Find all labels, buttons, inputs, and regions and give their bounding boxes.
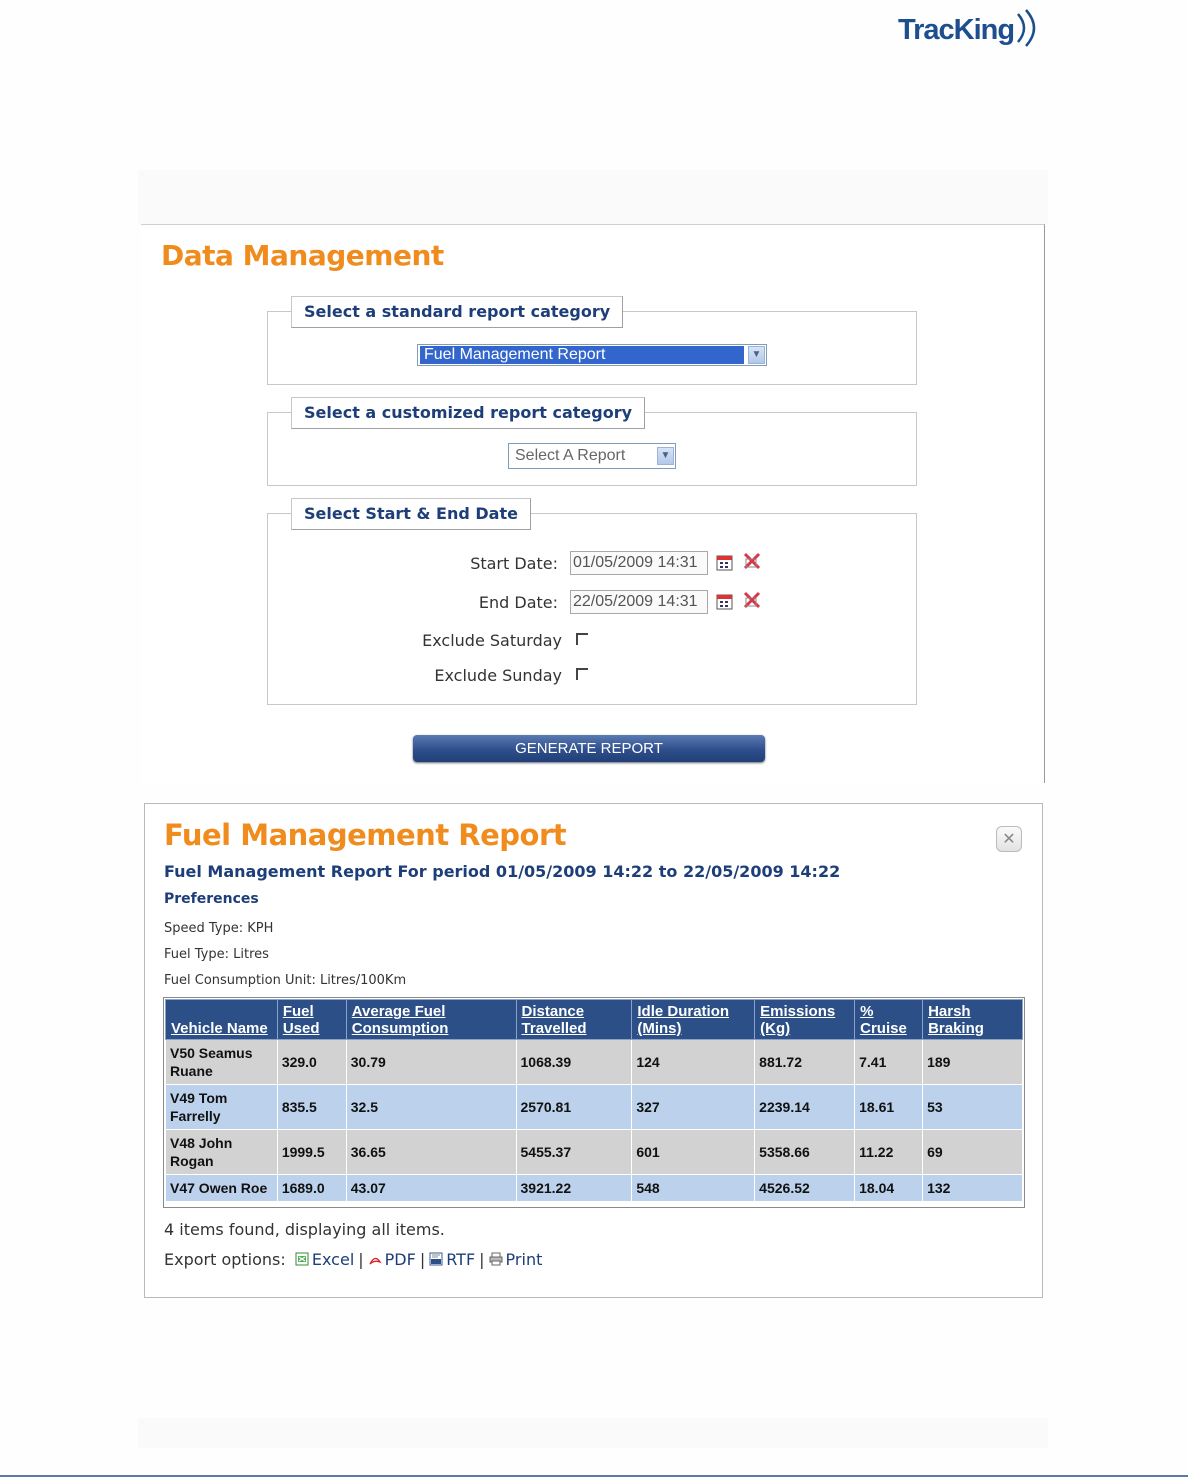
vehicle-cell: V48 John Rogan	[166, 1130, 278, 1175]
cruise-cell: 11.22	[855, 1130, 923, 1175]
dates-fieldset	[267, 504, 917, 705]
avg-cell: 43.07	[346, 1175, 516, 1202]
standard-report-legend: Select a standard report category	[291, 296, 623, 328]
clear-date-icon[interactable]	[742, 590, 762, 610]
cruise-cell: 18.04	[855, 1175, 923, 1202]
table-row	[166, 1130, 1023, 1175]
vehicle-cell: V49 Tom Farrelly	[166, 1085, 278, 1130]
distance-cell: 2570.81	[516, 1085, 632, 1130]
col-vehicle-name[interactable]: Vehicle Name	[166, 1000, 278, 1040]
excel-icon[interactable]	[295, 1252, 309, 1266]
separator: |	[479, 1250, 485, 1269]
fuel-cell: 1689.0	[277, 1175, 346, 1202]
vehicle-cell: V47 Owen Roe	[166, 1175, 278, 1202]
cruise-cell: 7.41	[855, 1040, 923, 1085]
exclude-sunday-checkbox[interactable]	[576, 668, 588, 680]
table-header-row	[166, 1000, 1023, 1040]
consumption-unit: Fuel Consumption Unit: Litres/100Km	[164, 973, 407, 988]
signal-waves-icon	[1012, 8, 1046, 48]
export-rtf-link[interactable]: RTF	[446, 1250, 476, 1269]
col-average-fuel[interactable]: Average Fuel Consumption	[346, 1000, 516, 1040]
avg-cell: 32.5	[346, 1085, 516, 1130]
idle-cell: 548	[632, 1175, 755, 1202]
export-options	[164, 1250, 542, 1269]
emissions-cell: 4526.52	[755, 1175, 855, 1202]
items-found-text: 4 items found, displaying all items.	[164, 1220, 445, 1239]
dates-legend: Select Start & End Date	[291, 498, 531, 530]
custom-report-legend: Select a customized report category	[291, 397, 645, 429]
distance-cell: 5455.37	[516, 1130, 632, 1175]
exclude-saturday-label: Exclude Saturday	[422, 631, 562, 650]
page-title: Data Management	[161, 239, 444, 272]
idle-cell: 124	[632, 1040, 755, 1085]
distance-cell: 1068.39	[516, 1040, 632, 1085]
separator: |	[358, 1250, 364, 1269]
harsh-cell: 53	[923, 1085, 1023, 1130]
bottom-band	[138, 1418, 1048, 1448]
report-subtitle: Fuel Management Report For period 01/05/2009 14:22 to 22/05/2009 14:22	[164, 862, 841, 881]
table-row	[166, 1085, 1023, 1130]
fuel-cell: 835.5	[277, 1085, 346, 1130]
col-idle[interactable]: Idle Duration (Mins)	[632, 1000, 755, 1040]
standard-report-value: Fuel Management Report	[420, 346, 744, 364]
separator: |	[419, 1250, 426, 1269]
calendar-icon[interactable]	[715, 591, 735, 611]
export-excel-link[interactable]: Excel	[311, 1250, 355, 1269]
fuel-type: Fuel Type: Litres	[164, 947, 269, 962]
exclude-saturday-checkbox[interactable]	[576, 633, 588, 645]
standard-report-fieldset	[267, 302, 917, 385]
generate-report-button[interactable]: GENERATE REPORT	[413, 735, 765, 762]
emissions-cell: 881.72	[755, 1040, 855, 1085]
preferences-heading: Preferences	[164, 891, 259, 907]
vehicle-cell: V50 Seamus Ruane	[166, 1040, 278, 1085]
top-band	[138, 170, 1048, 224]
emissions-cell: 2239.14	[755, 1085, 855, 1130]
col-harsh-braking[interactable]: Harsh Braking	[923, 1000, 1023, 1040]
close-icon[interactable]: ✕	[996, 826, 1022, 852]
tracking-logo	[898, 6, 1048, 56]
logo-text: TracKing	[898, 14, 1015, 46]
table-row	[166, 1040, 1023, 1085]
avg-cell: 30.79	[346, 1040, 516, 1085]
cruise-cell: 18.61	[855, 1085, 923, 1130]
export-print-link[interactable]: Print	[505, 1250, 543, 1269]
harsh-cell: 189	[923, 1040, 1023, 1085]
report-title: Fuel Management Report	[164, 818, 567, 852]
custom-report-select[interactable]	[508, 443, 676, 469]
chevron-down-icon[interactable]: ▼	[657, 447, 674, 465]
fuel-cell: 329.0	[277, 1040, 346, 1085]
idle-cell: 601	[632, 1130, 755, 1175]
start-date-input[interactable]: 01/05/2009 14:31	[570, 551, 708, 575]
avg-cell: 36.65	[346, 1130, 516, 1175]
data-management-panel	[141, 224, 1045, 783]
rtf-icon[interactable]	[429, 1252, 443, 1266]
emissions-cell: 5358.66	[755, 1130, 855, 1175]
standard-report-select[interactable]	[417, 344, 767, 366]
distance-cell: 3921.22	[516, 1175, 632, 1202]
footer-line	[0, 1475, 1188, 1477]
fuel-cell: 1999.5	[277, 1130, 346, 1175]
harsh-cell: 69	[923, 1130, 1023, 1175]
col-cruise[interactable]: % Cruise	[855, 1000, 923, 1040]
col-fuel-used[interactable]: Fuel Used	[277, 1000, 346, 1040]
exclude-sunday-label: Exclude Sunday	[434, 666, 562, 685]
end-date-label: End Date:	[478, 593, 558, 612]
print-icon[interactable]	[489, 1252, 503, 1266]
custom-report-value: Select A Report	[515, 447, 626, 464]
start-date-label: Start Date:	[470, 554, 558, 573]
col-distance[interactable]: Distance Travelled	[516, 1000, 632, 1040]
clear-date-icon[interactable]	[742, 551, 762, 571]
idle-cell: 327	[632, 1085, 755, 1130]
fuel-report-panel	[144, 803, 1043, 1298]
col-emissions[interactable]: Emissions (Kg)	[755, 1000, 855, 1040]
harsh-cell: 132	[923, 1175, 1023, 1202]
export-label: Export options:	[164, 1250, 286, 1269]
calendar-icon[interactable]	[715, 552, 735, 572]
fuel-table	[165, 999, 1023, 1202]
table-row	[166, 1175, 1023, 1202]
pdf-icon[interactable]	[368, 1252, 382, 1266]
end-date-input[interactable]: 22/05/2009 14:31	[570, 590, 708, 614]
speed-type: Speed Type: KPH	[164, 921, 274, 936]
chevron-down-icon[interactable]: ▼	[748, 346, 765, 364]
custom-report-fieldset	[267, 403, 917, 486]
export-pdf-link[interactable]: PDF	[384, 1250, 416, 1269]
